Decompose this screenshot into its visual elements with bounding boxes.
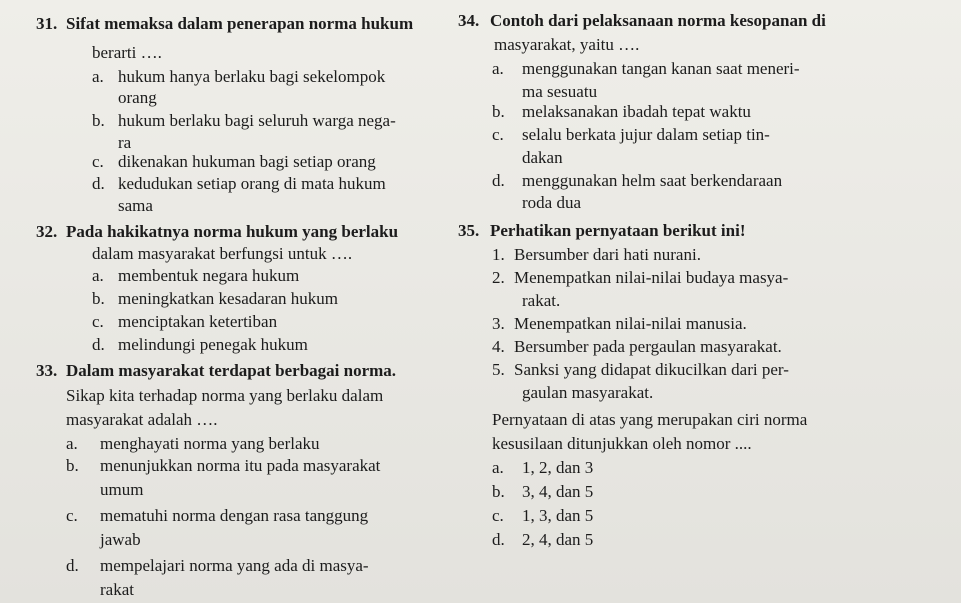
question-stem-line: Pada hakikatnya norma hukum yang berlaku [66,222,399,241]
option-text: membentuk negara hukum [118,266,300,285]
option-text: menggunakan helm saat berkendaraan [522,171,783,190]
option-letter: d. [492,171,505,190]
option-text: 1, 3, dan 5 [522,506,594,525]
question-number: 33. [36,361,58,380]
statement-text: Menempatkan nilai-nilai budaya masya- [514,268,789,287]
statement-number: 2. [492,268,505,287]
question-prompt-line: kesusilaan ditunjukkan oleh nomor .... [492,434,752,453]
option-letter: d. [92,174,105,193]
option-letter: d. [92,335,105,354]
question-number: 35. [458,221,480,240]
option-letter: c. [92,152,104,171]
option-letter: b. [66,456,79,475]
option-text: jawab [100,530,141,549]
option-text: dikenakan hukuman bagi setiap orang [118,152,376,171]
statement-number: 1. [492,245,505,264]
option-text: 2, 4, dan 5 [522,530,594,549]
question-stem-line: Sifat memaksa dalam penerapan norma hukum [66,14,414,33]
option-letter: a. [92,67,104,86]
option-text: dakan [522,148,563,167]
option-text: umum [100,480,144,499]
option-text: roda dua [522,193,582,212]
question-stem-line: Dalam masyarakat terdapat berbagai norma. [66,361,397,380]
option-letter: a. [66,434,78,453]
option-text: ma sesuatu [522,82,598,101]
option-text: melaksanakan ibadah tepat waktu [522,102,751,121]
question-number: 31. [36,14,58,33]
option-text: menciptakan ketertiban [118,312,278,331]
option-text: hukum berlaku bagi seluruh warga nega- [118,111,396,130]
option-letter: b. [92,289,105,308]
option-text: mempelajari norma yang ada di masya- [100,556,369,575]
option-text: ra [118,133,132,152]
option-letter: d. [66,556,79,575]
option-text: menunjukkan norma itu pada masyarakat [100,456,381,475]
option-text: 1, 2, dan 3 [522,458,594,477]
option-text: selalu berkata jujur dalam setiap tin- [522,125,770,144]
question-stem-line: masyarakat adalah …. [66,410,218,429]
option-text: 3, 4, dan 5 [522,482,594,501]
question-stem-line: Perhatikan pernyataan berikut ini! [490,221,746,240]
option-text: menghayati norma yang berlaku [100,434,320,453]
statement-text: Sanksi yang didapat dikucilkan dari per- [514,360,789,379]
option-text: sama [118,196,153,215]
option-letter: c. [492,506,504,525]
statement-number: 3. [492,314,505,333]
statement-text: Bersumber dari hati nurani. [514,245,701,264]
option-text: meningkatkan kesadaran hukum [118,289,338,308]
option-letter: b. [92,111,105,130]
option-letter: c. [92,312,104,331]
question-stem-line: berarti …. [92,43,162,62]
question-stem-line: masyarakat, yaitu …. [494,35,640,54]
option-letter: c. [66,506,78,525]
option-text: rakat [100,580,134,599]
question-number: 34. [458,11,480,30]
statement-text: Bersumber pada pergaulan masyarakat. [514,337,782,356]
question-prompt-line: Pernyataan di atas yang merupakan ciri norma [492,410,808,429]
statement-text: Menempatkan nilai-nilai manusia. [514,314,747,333]
question-stem-line: dalam masyarakat berfungsi untuk …. [92,244,353,263]
option-text: hukum hanya berlaku bagi sekelompok [118,67,386,86]
option-text: melindungi penegak hukum [118,335,308,354]
option-text: mematuhi norma dengan rasa tanggung [100,506,369,525]
question-number: 32. [36,222,58,241]
option-letter: a. [492,59,504,78]
question-stem-line: Sikap kita terhadap norma yang berlaku dalam [66,386,384,405]
option-text: orang [118,88,157,107]
statement-text: rakat. [522,291,561,310]
question-stem-line: Contoh dari pelaksanaan norma kesopanan di [490,11,826,30]
option-letter: b. [492,482,505,501]
statement-number: 4. [492,337,505,356]
option-letter: a. [492,458,504,477]
option-letter: c. [492,125,504,144]
statement-text: gaulan masyarakat. [522,383,654,402]
option-letter: b. [492,102,505,121]
option-text: menggunakan tangan kanan saat meneri- [522,59,800,78]
statement-number: 5. [492,360,505,379]
option-text: kedudukan setiap orang di mata hukum [118,174,386,193]
option-letter: d. [492,530,505,549]
option-letter: a. [92,266,104,285]
